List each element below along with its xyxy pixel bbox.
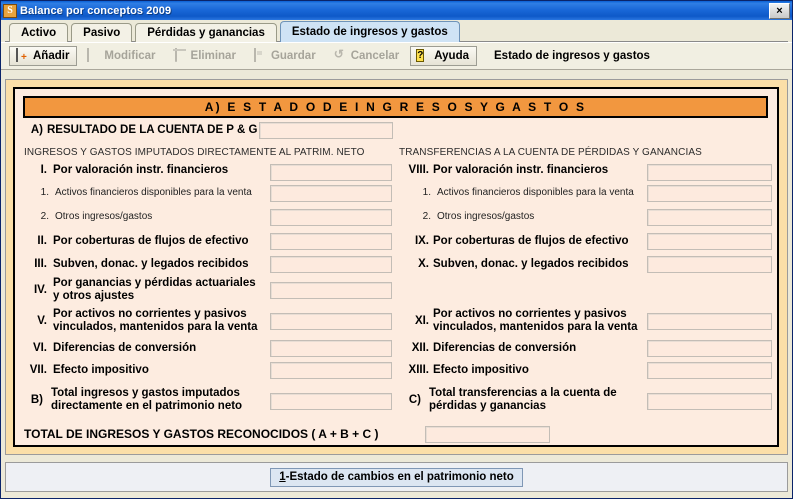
- input-left-VI[interactable]: [270, 340, 392, 357]
- row-code: III.: [34, 258, 47, 270]
- add-button[interactable]: [9, 46, 77, 66]
- help-button-label: Ayuda: [434, 50, 470, 62]
- input-right-IX[interactable]: [647, 233, 772, 250]
- row-left-I: [23, 164, 263, 176]
- input-left-I-2[interactable]: [270, 209, 392, 226]
- input-left-II[interactable]: [270, 233, 392, 250]
- row-code: B): [30, 393, 43, 406]
- row-label: Activos financieros disponibles para la venta: [437, 187, 634, 198]
- row-left-total-B: [23, 387, 269, 412]
- trash-icon: [173, 49, 187, 63]
- bottom-bar: [5, 462, 788, 492]
- cancel-button-label: Cancelar: [350, 50, 400, 62]
- input-right-VIII-2[interactable]: [647, 209, 772, 226]
- row-label: Por valoración instr. financieros: [53, 164, 229, 176]
- row-code: XIII.: [408, 364, 429, 376]
- row-label: Efecto impositivo: [53, 364, 149, 376]
- row-code: A): [30, 124, 43, 136]
- row-left-III: [23, 258, 269, 270]
- row-label: Otros ingresos/gastos: [55, 211, 153, 222]
- row-grand-total: [24, 428, 379, 440]
- row-label: Por coberturas de flujos de efectivo: [433, 235, 629, 247]
- row-result-cuenta-pyg: [23, 124, 257, 136]
- row-label: Total ingresos y gastos imputados directamente en el patrimonio neto: [51, 387, 243, 412]
- row-right-X: [399, 258, 647, 270]
- left-section-heading: INGRESOS Y GASTOS IMPUTADOS DIRECTAMENTE AL PATRIM. NETO: [24, 147, 365, 158]
- row-label: Activos financieros disponibles para la venta: [55, 187, 252, 198]
- row-code: VIII.: [408, 164, 429, 176]
- report-banner: A) E S T A D O D E I N G R E S O S Y G A S T O S: [23, 96, 768, 118]
- tab-estado-de-ingresos-y-gastos[interactable]: Estado de ingresos y gastos: [280, 21, 460, 42]
- title-bar: [1, 1, 792, 20]
- row-right-VIII: [399, 164, 647, 176]
- row-label: Por activos no corrientes y pasivos vinculados, mantenidos para la venta: [433, 308, 638, 333]
- input-left-III[interactable]: [270, 256, 392, 273]
- toolbar: [1, 42, 792, 70]
- window-title: Balance por conceptos 2009: [20, 4, 172, 17]
- row-label: Subven, donac. y legados recibidos: [53, 258, 249, 270]
- row-label: Por ganancias y pérdidas actuariales y otros ajustes: [53, 277, 256, 302]
- row-code: 1.: [40, 187, 49, 198]
- tab-strip: [1, 20, 792, 42]
- row-left-II: [23, 235, 269, 247]
- floppy-disk-icon: [253, 49, 267, 63]
- input-grand-total[interactable]: [425, 426, 550, 443]
- report-frame: [6, 80, 787, 454]
- row-code: VI.: [32, 342, 47, 354]
- delete-button-label: Eliminar: [190, 50, 236, 62]
- modify-button-label: Modificar: [104, 50, 156, 62]
- input-right-VIII[interactable]: [647, 164, 772, 181]
- row-label: Diferencias de conversión: [433, 342, 577, 354]
- toolbar-context-title: Estado de ingresos y gastos: [494, 50, 650, 62]
- nav-separator: -: [285, 471, 290, 483]
- row-right-XIII: [399, 364, 647, 376]
- input-resultado-cuenta-pyg[interactable]: [259, 122, 393, 139]
- row-code: 1.: [422, 187, 431, 198]
- row-code: V.: [37, 314, 47, 327]
- input-left-IV[interactable]: [270, 282, 392, 299]
- report-scroll-area: [5, 79, 788, 455]
- row-label: Total transferencias a la cuenta de pérdidas y ganancias: [429, 387, 617, 412]
- row-code: I.: [40, 164, 47, 176]
- row-label: Otros ingresos/gastos: [437, 211, 535, 222]
- input-left-V[interactable]: [270, 313, 392, 330]
- row-right-VIII-1: [399, 187, 647, 198]
- row-code: II.: [37, 235, 47, 247]
- new-document-icon: [15, 49, 29, 63]
- input-right-VIII-1[interactable]: [647, 185, 772, 202]
- nav-label: Estado de cambios en el patrimonio neto: [289, 471, 514, 483]
- input-left-total-B[interactable]: [270, 393, 392, 410]
- row-label: Subven, donac. y legados recibidos: [433, 258, 629, 270]
- delete-button[interactable]: [167, 46, 244, 66]
- row-left-I-1: [23, 187, 269, 198]
- row-code: X.: [418, 258, 429, 270]
- app-icon: S: [3, 4, 17, 18]
- row-right-XI: [399, 308, 647, 333]
- row-label: RESULTADO DE LA CUENTA DE P & G: [47, 124, 258, 136]
- row-code: VII.: [29, 364, 47, 376]
- report-sheet: [13, 87, 779, 447]
- save-button[interactable]: [247, 46, 324, 66]
- row-label: Por coberturas de flujos de efectivo: [53, 235, 249, 247]
- row-right-total-C: [399, 387, 647, 412]
- tab-activo[interactable]: Activo: [9, 23, 68, 42]
- row-code: 2.: [422, 211, 431, 222]
- row-left-VII: [23, 364, 269, 376]
- row-left-IV: [23, 277, 269, 302]
- row-code: IX.: [414, 235, 429, 247]
- row-code: XI.: [414, 314, 429, 327]
- input-right-total-C[interactable]: [647, 393, 772, 410]
- modify-button[interactable]: [80, 46, 163, 66]
- input-left-I-1[interactable]: [270, 185, 392, 202]
- row-label: Efecto impositivo: [433, 364, 529, 376]
- nav-number: 1: [279, 471, 286, 483]
- row-code: XII.: [411, 342, 429, 354]
- row-label: Por valoración instr. financieros: [433, 164, 609, 176]
- input-left-I[interactable]: [270, 164, 392, 181]
- pencil-icon: [86, 49, 100, 63]
- row-right-IX: [399, 235, 647, 247]
- input-left-VII[interactable]: [270, 362, 392, 379]
- row-right-XII: [399, 342, 647, 354]
- input-right-XII[interactable]: [647, 340, 772, 357]
- save-button-label: Guardar: [270, 50, 316, 62]
- row-label: Por activos no corrientes y pasivos vinculados, mantenidos para la venta: [53, 308, 258, 333]
- input-right-XI[interactable]: [647, 313, 772, 330]
- add-button-label: Añadir: [33, 50, 70, 62]
- nav-estado-cambios-patrimonio-neto-button[interactable]: [270, 468, 523, 487]
- right-section-heading: TRANSFERENCIAS A LA CUENTA DE PÉRDIDAS Y GANANCIAS: [399, 147, 702, 158]
- row-label: TOTAL DE INGRESOS Y GASTOS RECONOCIDOS ( A + B + C ): [24, 427, 379, 441]
- input-right-XIII[interactable]: [647, 362, 772, 379]
- help-button[interactable]: [410, 46, 477, 66]
- row-left-V: [23, 308, 269, 333]
- undo-arrow-icon: ↺: [333, 47, 344, 61]
- row-code: 2.: [40, 211, 49, 222]
- row-code: C): [408, 393, 421, 406]
- close-icon[interactable]: ×: [769, 3, 790, 19]
- tab-pasivo[interactable]: Pasivo: [71, 23, 132, 42]
- cancel-button[interactable]: [327, 46, 408, 66]
- row-left-VI: [23, 342, 269, 354]
- row-label: Diferencias de conversión: [53, 342, 197, 354]
- row-left-I-2: [23, 211, 269, 222]
- tab-perdidas-y-ganancias[interactable]: Pérdidas y ganancias: [135, 23, 277, 42]
- input-right-X[interactable]: [647, 256, 772, 273]
- question-mark-icon: ?: [417, 50, 424, 61]
- row-right-VIII-2: [399, 211, 647, 222]
- row-code: IV.: [33, 283, 47, 296]
